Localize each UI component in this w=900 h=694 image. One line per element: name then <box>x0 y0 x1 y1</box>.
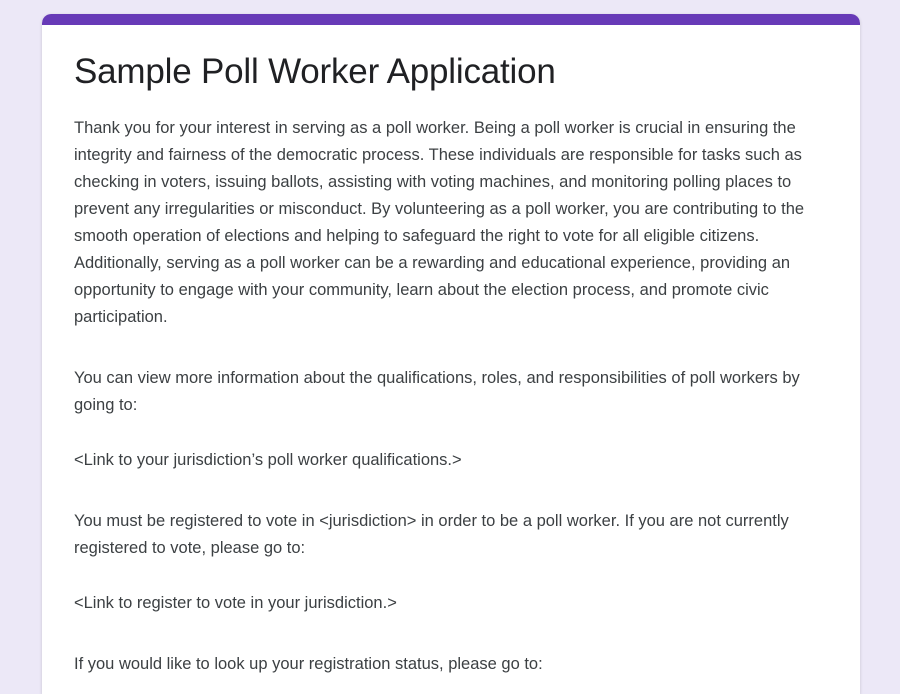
link-placeholder-qualifications: <Link to your jurisdiction’s poll worker qualifications.> <box>74 451 462 469</box>
document-content <box>42 25 860 678</box>
paragraph-lookup-status: If you would like to look up your registration status, please go to: <box>74 655 543 673</box>
paragraph-intro: Thank you for your interest in serving as a poll worker. Being a poll worker is crucial in ensuring the integrity and fairness of the democratic process. These individuals are responsible for tasks such as checking in voters, issuing ballots, assisting with voting machines, and monitoring polling places to prevent any irregularities or misconduct. By volunteering as a poll worker, you are contributing to the smooth operation of elections and helping to safeguard the right to vote for all eligible citizens. Additionally, serving as a poll worker can be a rewarding and educational experience, providing an opportunity to engage with your community, learn about the election process, and promote civic participation. <box>74 119 805 326</box>
link-placeholder-registration: <Link to register to vote in your jurisdiction.> <box>74 594 397 612</box>
paragraph-registration-requirement: You must be registered to vote in <jurisdiction> in order to be a poll worker. If you are not currently registered to vote, please go to: <box>74 512 789 557</box>
page-title: Sample Poll Worker Application <box>74 52 556 91</box>
document-page <box>42 14 860 694</box>
accent-bar <box>42 14 860 25</box>
paragraph-qualifications-intro: You can view more information about the qualifications, roles, and responsibilities of poll workers by going to: <box>74 369 800 414</box>
